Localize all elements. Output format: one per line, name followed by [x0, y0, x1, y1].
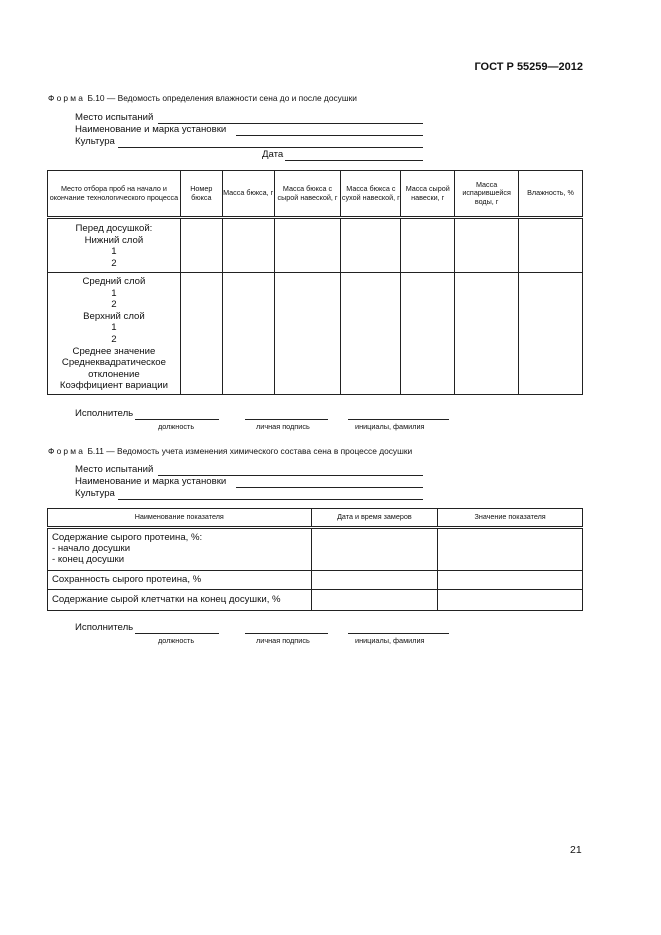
form11-sig-signature: личная подпись: [256, 636, 310, 645]
list-item: 1: [111, 246, 117, 258]
form11-signature-line: [245, 633, 328, 634]
form10-field-crop: Культура: [75, 136, 115, 147]
list-item: Средний слой: [82, 276, 146, 287]
form10-position-line: [135, 419, 219, 420]
table-row: [48, 571, 583, 590]
form10-col-box-number: Номер бюкса: [180, 171, 222, 218]
form11-sig-position: должность: [158, 636, 195, 645]
table-cell[interactable]: [311, 571, 438, 590]
form10-col-moisture: Влажность, %: [519, 171, 583, 218]
form11-title: [48, 446, 412, 456]
list-item: Коэффициент вариации: [59, 380, 168, 392]
form10-col-sample-place: Место отбора проб на начало и окончание технологического процесса: [48, 171, 181, 218]
list-item: Содержание сырой клетчатки на конец досушки, %: [52, 594, 281, 606]
form11-executor-label: Исполнитель: [75, 622, 134, 633]
table-cell[interactable]: [341, 273, 401, 395]
table-cell[interactable]: [401, 218, 455, 273]
form10-field-installation: Наименование и марка установки: [75, 124, 227, 135]
form11-row-fiber-content: [48, 590, 312, 611]
table-cell[interactable]: [180, 273, 222, 395]
form10-row-layers-label: [48, 273, 181, 395]
table-cell[interactable]: [438, 571, 583, 590]
page-number: 21: [570, 844, 582, 856]
form11-col-datetime: Дата и время замеров: [311, 509, 438, 528]
form10-sig-signature: личная подпись: [256, 422, 310, 431]
table-cell[interactable]: [455, 218, 519, 273]
list-item: Среднеквадратическое отклонение: [61, 357, 166, 380]
form11-name-line: [348, 633, 449, 634]
form11-field-crop: Культура: [75, 488, 115, 499]
list-item: 2: [111, 257, 117, 269]
form11-header-row: [48, 509, 583, 528]
table-cell[interactable]: [341, 218, 401, 273]
form10-table: [47, 170, 583, 395]
form10-field-installation-line: [236, 135, 423, 136]
form10-row-before-label: [48, 218, 181, 273]
table-cell[interactable]: [311, 590, 438, 611]
list-item: Среднее значение: [72, 345, 156, 357]
form10-row-before: [48, 218, 583, 273]
list-item: 1: [111, 322, 117, 334]
form11-title-text: Б.11 — Ведомость учета изменения химического состава сена в процессе досушки: [87, 446, 413, 456]
table-cell[interactable]: [274, 218, 341, 273]
table-row: [48, 590, 583, 611]
table-cell[interactable]: [519, 273, 583, 395]
form10-name-line: [348, 419, 449, 420]
form10-field-place: Место испытаний: [75, 112, 154, 123]
table-cell[interactable]: [274, 273, 341, 395]
list-item: 2: [111, 299, 117, 311]
form10-sig-name: инициалы, фамилия: [355, 422, 425, 431]
table-cell[interactable]: [401, 273, 455, 395]
list-item: Нижний слой: [84, 234, 144, 246]
table-cell[interactable]: [180, 218, 222, 273]
form11-row-protein-content: [48, 528, 312, 571]
form10-field-date-line: [285, 160, 423, 161]
list-item: Перед досушкой:: [75, 223, 153, 234]
table-row: [48, 528, 583, 571]
form10-executor-label: Исполнитель: [75, 408, 134, 419]
form10-title-text: Б.10 — Ведомость определения влажности сена до и после досушки: [87, 93, 357, 103]
form10-sig-position: должность: [158, 422, 195, 431]
list-item: 1: [111, 287, 117, 299]
form11-field-crop-line: [118, 499, 423, 500]
table-cell[interactable]: [222, 273, 274, 395]
form10-field-date: Дата: [262, 149, 284, 160]
form11-col-value: Значение показателя: [438, 509, 583, 528]
form10-header-row: [48, 171, 583, 218]
form10-col-box-wet-mass: Масса бюкса с сырой навеской, г: [274, 171, 341, 218]
table-cell[interactable]: [222, 218, 274, 273]
form11-position-line: [135, 633, 219, 634]
form10-col-box-mass: Масса бюкса, г: [222, 171, 274, 218]
document-number: ГОСТ Р 55259—2012: [474, 61, 583, 73]
form11-table: [47, 508, 583, 611]
form10-signature-line: [245, 419, 328, 420]
table-cell[interactable]: [311, 528, 438, 571]
table-cell[interactable]: [455, 273, 519, 395]
form11-sig-name: инициалы, фамилия: [355, 636, 425, 645]
form10-form-word: Форма: [48, 93, 86, 103]
list-item: Содержание сырого протеина, %:: [52, 532, 203, 543]
form10-title: [48, 93, 357, 103]
form11-field-place: Место испытаний: [75, 464, 154, 475]
form10-col-wet-sample-mass: Масса сырой навески, г: [401, 171, 455, 218]
list-item: 2: [111, 333, 117, 345]
table-cell[interactable]: [438, 590, 583, 611]
form10-field-crop-line: [118, 147, 423, 148]
list-item: Верхний слой: [83, 310, 145, 322]
form11-row-protein-preservation: [48, 571, 312, 590]
form11-form-word: Форма: [48, 446, 86, 456]
table-cell[interactable]: [438, 528, 583, 571]
form11-col-indicator: Наименование показателя: [48, 509, 312, 528]
form10-col-box-dry-mass: Масса бюкса с сухой навеской, г: [341, 171, 401, 218]
form10-row-layers: [48, 273, 583, 395]
form11-field-installation: Наименование и марка установки: [75, 476, 227, 487]
list-item: Сохранность сырого протеина, %: [52, 574, 202, 586]
form10-col-evaporated-water: Масса испарившейся воды, г: [455, 171, 519, 218]
form11-field-installation-line: [236, 487, 423, 488]
list-item: - конец досушки: [52, 554, 125, 566]
list-item: - начало досушки: [52, 543, 131, 555]
table-cell[interactable]: [519, 218, 583, 273]
